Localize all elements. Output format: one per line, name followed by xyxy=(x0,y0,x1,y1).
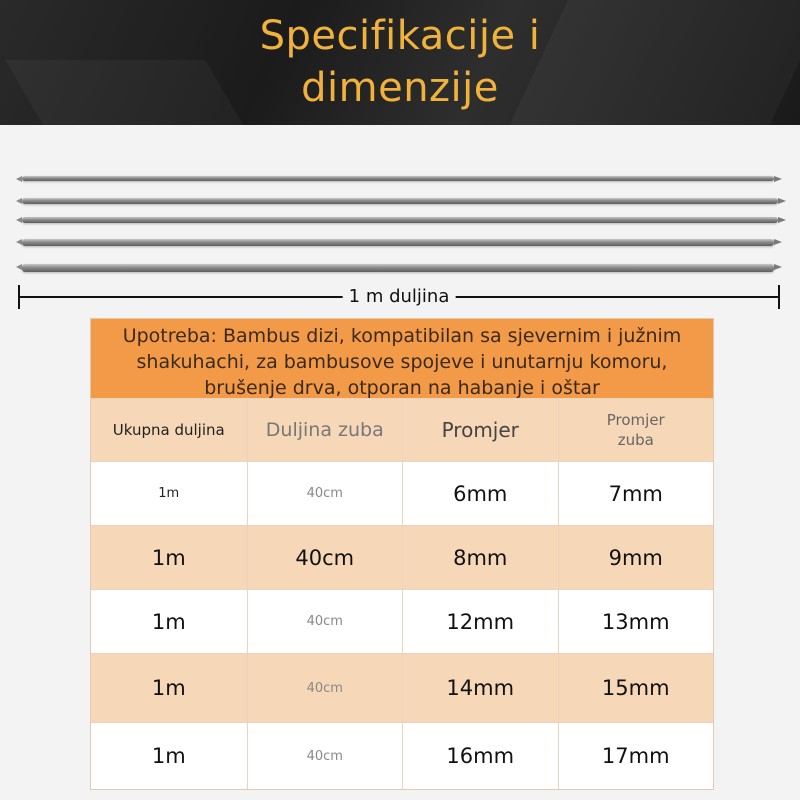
header-banner xyxy=(0,0,800,125)
table-cell: 40cm xyxy=(247,526,403,589)
table-row xyxy=(91,589,713,653)
table-cell: 1m xyxy=(151,676,186,700)
table-cell: 1m xyxy=(151,545,186,570)
rod-4 xyxy=(22,239,774,246)
title-line-2: dimenzije xyxy=(301,65,499,111)
table-cell: 17mm xyxy=(558,723,714,789)
table-cell: 14mm xyxy=(402,654,558,722)
spec-table xyxy=(90,318,714,790)
rod-5 xyxy=(22,264,774,272)
table-cell: 40cm xyxy=(247,723,403,789)
dimension-tick-right xyxy=(778,285,780,309)
table-cell: 16mm xyxy=(402,723,558,789)
column-header: Promjer zuba xyxy=(558,399,714,461)
table-cell: 13mm xyxy=(558,590,714,653)
table-row xyxy=(91,461,713,525)
table-row xyxy=(91,722,713,789)
table-cell: 1m xyxy=(151,744,186,768)
table-cell: 1m xyxy=(158,486,180,501)
column-header: Ukupna duljina xyxy=(112,421,225,439)
dimension-arrow xyxy=(18,284,780,310)
table-row xyxy=(91,653,713,722)
table-cell: 1m xyxy=(151,609,186,634)
table-cell: 40cm xyxy=(247,462,403,525)
table-cell: 8mm xyxy=(402,526,558,589)
title-line-1: Specifikacije i xyxy=(259,13,541,59)
table-header-row xyxy=(91,398,713,461)
table-cell: 12mm xyxy=(402,590,558,653)
rod-2 xyxy=(22,198,778,204)
table-cell: 7mm xyxy=(558,462,714,525)
column-header: Promjer xyxy=(402,399,558,461)
rod-1 xyxy=(22,176,774,181)
table-cell: 40cm xyxy=(247,654,403,722)
table-cell: 9mm xyxy=(558,526,714,589)
dimension-label: 1 m duljina xyxy=(343,284,456,310)
page-title xyxy=(0,10,800,114)
table-cell: 40cm xyxy=(247,590,403,653)
rod-3 xyxy=(22,217,778,223)
column-header: Duljina zuba xyxy=(247,399,403,461)
table-row xyxy=(91,525,713,589)
table-cell: 15mm xyxy=(558,654,714,722)
steel-rod-image xyxy=(0,170,800,280)
usage-description: Upotreba: Bambus dizi, kompatibilan sa sjevernim i južnim shakuhachi, za bambusove spojeve i unutarnju komoru, brušenje drva, otporan na habanje i oštar xyxy=(91,319,713,398)
table-cell: 6mm xyxy=(402,462,558,525)
